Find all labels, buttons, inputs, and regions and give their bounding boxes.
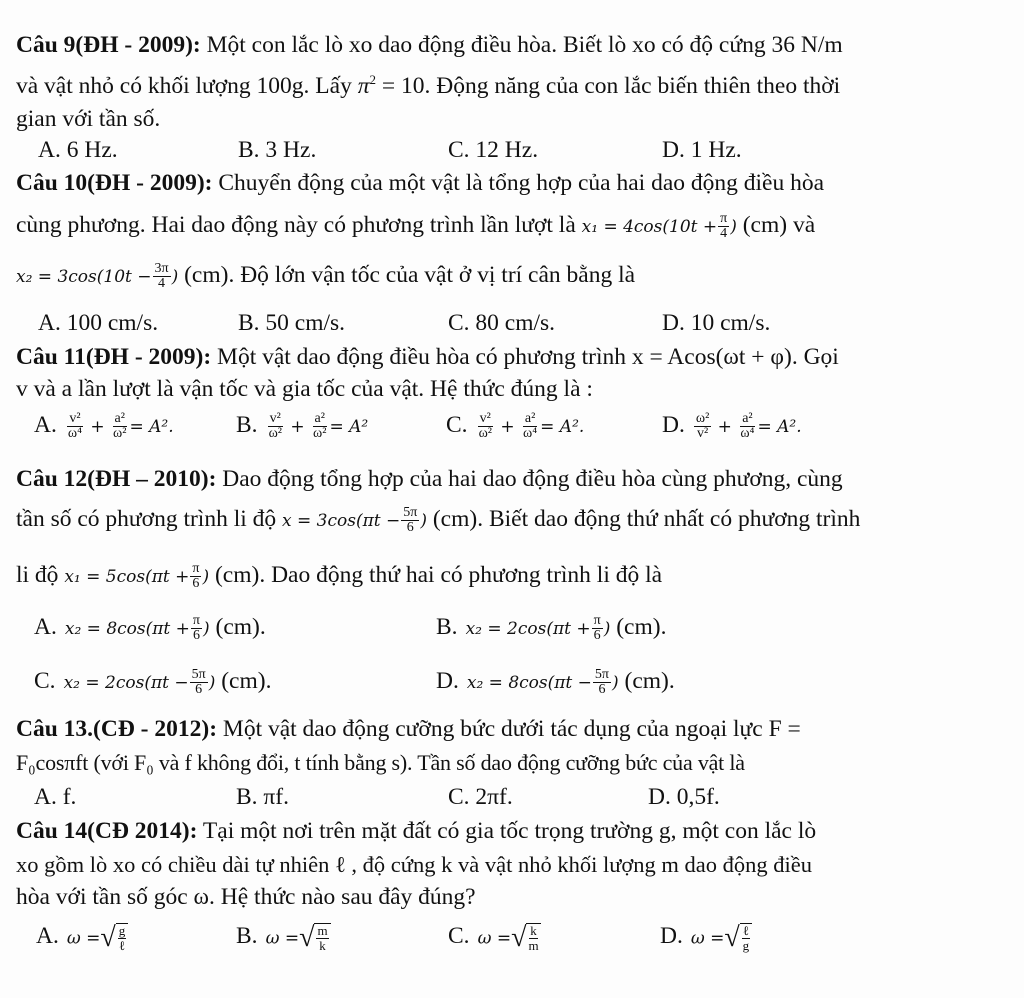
- q12-eq1-fraction: [190, 562, 201, 591]
- q11-c-n2: a²: [524, 411, 536, 427]
- q9-line-2: [16, 72, 840, 100]
- q9-option-a: A. 6 Hz.: [38, 137, 118, 163]
- q11-d-frac-2: [738, 412, 756, 441]
- q11-a-frac-1: [66, 412, 84, 441]
- q10-text-2b: (cm) và: [736, 212, 816, 238]
- q12-option-c-key: C.: [34, 668, 56, 694]
- q12-line-1: [16, 466, 843, 493]
- q14-option-b: [236, 922, 331, 954]
- q14-c-num: k: [530, 923, 537, 938]
- q11-option-d: D. $\frac{\text{ω²}}{\text{v²}}$ + $\frac{\text{a²}}{\text{ω⁴}}$ = A².: [662, 411, 802, 442]
- q14-a-sqrt: √ g ℓ: [100, 922, 128, 954]
- q9-pi: π: [357, 72, 370, 99]
- q12-d-close: ): [611, 673, 619, 693]
- q10-text-3: (cm). Độ lớn vận tốc của vật ở vị trí cân bằng là: [178, 262, 636, 288]
- q13-text-1: Một vật dao động cưỡng bức dưới tác dụng của ngoại lực F =: [222, 716, 801, 742]
- q14-d-lhs: ω =: [690, 928, 725, 949]
- q9-text-2b: = 10. Động năng của con lắc biến thiên theo thời: [375, 72, 841, 99]
- q9-sup: 2: [369, 72, 376, 87]
- q14-option-a-key: A.: [36, 923, 59, 950]
- q14-text-1: Tại một nơi trên mặt đất có gia tốc trọng trường g, một con lắc lò: [202, 818, 817, 844]
- q12-option-d-key: D.: [436, 668, 459, 694]
- q10-eq1-fraction: [718, 212, 729, 241]
- q11-c-n1: v²: [479, 411, 491, 427]
- q12-line-3: [16, 562, 662, 591]
- q10-eq1-close: ): [730, 217, 737, 237]
- q14-option-d-key: D.: [660, 923, 683, 950]
- q10-eq2-num: 3π: [154, 261, 169, 277]
- q12-a-frac: [191, 614, 202, 643]
- q13-heading: Câu 13.(CĐ - 2012):: [16, 716, 218, 742]
- q13-text-2: F₀cosπft (với F₀ và f không đổi, t tính bằng s). Tần số dao động cưỡng bức của vật là: [16, 750, 745, 775]
- q11-c-frac-1: [477, 412, 494, 441]
- q11-option-a-key: A.: [34, 412, 57, 438]
- q10-option-a: A. 100 cm/s.: [38, 310, 159, 336]
- q14-b-lhs: ω =: [265, 928, 300, 949]
- q11-text-2: v và a lần lượt là vận tốc và gia tốc của vật. Hệ thức đúng là :: [16, 376, 593, 402]
- q12-line-2: [16, 506, 860, 535]
- q9-text-2a: và vật nhỏ có khối lượng 100g. Lấy: [16, 72, 358, 99]
- q14-text-2: xo gồm lò xo có chiều dài tự nhiên ℓ , độ cứng k và vật nhỏ khối lượng m dao động điều: [16, 852, 813, 877]
- q14-b-num: m: [317, 923, 328, 938]
- q11-option-c: C. $\frac{\text{v²}}{\text{ω²}}$ + $\frac{\text{a²}}{\text{ω⁴}}$ = A².: [446, 411, 585, 442]
- q12-a-num: π: [192, 613, 200, 629]
- q12-a-unit: (cm).: [209, 614, 266, 640]
- q14-c-lhs: ω =: [477, 928, 512, 949]
- q12-text-2b: (cm). Biết dao động thứ nhất có phương trình: [426, 506, 861, 532]
- q11-heading: Câu 11(ĐH - 2009):: [16, 344, 212, 370]
- q12-text-1: Dao động tổng hợp của hai dao động điều hòa cùng phương, cùng: [222, 466, 843, 492]
- q10-text-2a: cùng phương. Hai dao động này có phương trình lần lượt là: [16, 212, 582, 238]
- q9-line-1: [16, 32, 843, 59]
- q14-d-den: g: [742, 938, 750, 953]
- q14-option-b-key: B.: [236, 923, 258, 950]
- q12-eq-close: ): [420, 511, 427, 531]
- q12-b-den: 6: [593, 628, 601, 644]
- q10-eq2: x₂ = 3cos(10t −: [16, 267, 152, 287]
- q11-option-a: A. $\frac{\text{v²}}{\text{ω⁴}}$ + $\frac{\text{a²}}{\text{ω²}}$ = A².: [34, 411, 174, 442]
- q12-eq1: x₁ = 5cos(πt +: [64, 567, 190, 587]
- q12-heading: Câu 12(ĐH – 2010):: [16, 466, 217, 492]
- q10-option-b: B. 50 cm/s.: [238, 310, 346, 336]
- q14-d-sqrt: √ ℓ g: [724, 922, 752, 954]
- q11-c-frac-2: [521, 412, 539, 441]
- q11-option-b-key: B.: [236, 412, 258, 438]
- q11-d-d1: v²: [696, 426, 709, 442]
- q13-option-b: B. πf.: [236, 784, 289, 810]
- q12-eq: x = 3cos(πt −: [282, 511, 401, 531]
- q11-b-n2: a²: [314, 411, 325, 427]
- q10-eq2-close: ): [171, 267, 179, 287]
- q12-d-frac: [593, 668, 611, 697]
- q11-a-n1: v²: [69, 411, 81, 427]
- q12-d-eq: x₂ = 8cos(πt −: [466, 673, 592, 693]
- q9-text-1: Một con lắc lò xo dao động điều hòa. Biết lò xo có độ cứng 36 N/m: [206, 32, 843, 58]
- q12-eq1-num: π: [192, 561, 200, 577]
- q12-c-close: ): [208, 673, 216, 693]
- q11-a-n2: a²: [114, 411, 125, 427]
- q11-b-rhs: = A²: [329, 417, 369, 437]
- q14-heading: Câu 14(CĐ 2014):: [16, 818, 198, 844]
- q9-option-b: B. 3 Hz.: [238, 137, 317, 163]
- q10-heading: Câu 10(ĐH - 2009):: [16, 170, 213, 196]
- q9-heading: Câu 9(ĐH - 2009):: [16, 32, 201, 58]
- q13-option-a: A. f.: [34, 784, 77, 810]
- q14-a-den: ℓ: [118, 938, 126, 953]
- q12-eq-num: 5π: [403, 505, 418, 521]
- q14-b-den: k: [319, 938, 326, 953]
- q12-d-num: 5π: [594, 667, 609, 683]
- q14-d-num: ℓ: [742, 923, 749, 938]
- q12-b-eq: x₂ = 2cos(πt +: [465, 619, 591, 639]
- q11-c-d1: ω²: [478, 426, 492, 442]
- q12-eq1-close: ): [202, 567, 210, 587]
- q11-a-d2: ω²: [113, 426, 127, 442]
- q12-d-unit: (cm).: [618, 668, 675, 694]
- q11-c-d2: ω⁴: [523, 426, 538, 442]
- q14-a-num: g: [118, 923, 126, 938]
- q10-line-3: [16, 262, 635, 291]
- q11-d-rhs: = A².: [757, 417, 802, 437]
- q12-a-den: 6: [192, 628, 200, 644]
- q12-b-num: π: [593, 613, 601, 629]
- q12-c-frac: [190, 668, 208, 697]
- q11-option-b: B. $\frac{\text{v²}}{\text{ω²}}$ + $\frac{\text{a²}}{\text{ω²}}$ = A²: [236, 411, 369, 442]
- q12-c-eq: x₂ = 2cos(πt −: [63, 673, 189, 693]
- q12-c-unit: (cm).: [215, 668, 272, 694]
- q14-option-c-key: C.: [448, 923, 470, 950]
- q12-a-eq: x₂ = 8cos(πt +: [64, 619, 190, 639]
- q11-a-frac-2: [111, 412, 128, 441]
- q12-b-unit: (cm).: [610, 614, 667, 640]
- q12-a-close: ): [202, 619, 210, 639]
- q11-d-frac-1: [694, 412, 711, 441]
- q12-text-3a: li độ: [16, 562, 65, 588]
- q12-option-d: [436, 668, 675, 697]
- q12-option-a: [34, 614, 266, 643]
- q14-line-1: [16, 818, 816, 845]
- q12-b-frac: [592, 614, 603, 643]
- q11-d-n2: a²: [742, 411, 753, 427]
- q13-option-d: D. 0,5f.: [648, 784, 720, 810]
- q10-eq1-den: 4: [720, 226, 728, 242]
- q11-b-d1: ω²: [268, 426, 282, 442]
- q13-line-1: [16, 716, 801, 743]
- q10-line-2: [16, 212, 815, 241]
- q12-option-a-key: A.: [34, 614, 57, 640]
- q14-b-sqrt: √ $\frac{m}{k}$: [299, 922, 331, 954]
- q14-option-d: [660, 922, 752, 954]
- q10-text-1: Chuyển động của một vật là tổng hợp của hai dao động điều hòa: [218, 170, 825, 196]
- q10-eq1: x₁ = 4cos(10t +: [581, 217, 718, 237]
- q12-c-num: 5π: [191, 667, 206, 683]
- q12-text-2a: tần số có phương trình li độ: [16, 506, 283, 532]
- q10-eq2-den: 4: [158, 276, 166, 292]
- q11-d-n1: ω²: [695, 411, 710, 427]
- q9-text-3: gian với tần số.: [16, 106, 161, 132]
- q11-option-c-key: C.: [446, 412, 468, 438]
- q12-eq1-den: 6: [192, 576, 200, 592]
- q14-option-a: [36, 922, 128, 954]
- q10-eq1-num: π: [720, 211, 728, 227]
- q14-text-3: hòa với tần số góc ω. Hệ thức nào sau đây đúng?: [16, 884, 476, 910]
- q10-option-c: C. 80 cm/s.: [448, 310, 556, 336]
- q11-a-rhs: = A².: [129, 417, 174, 437]
- q10-option-d: D. 10 cm/s.: [662, 310, 771, 336]
- q10-line-1: [16, 170, 824, 197]
- q12-eq-fraction: [401, 506, 419, 535]
- q12-option-c: [34, 668, 271, 697]
- q12-b-close: ): [603, 619, 611, 639]
- q11-option-d-key: D.: [662, 412, 685, 438]
- q11-b-frac-2: [311, 412, 328, 441]
- q14-option-c: [448, 922, 541, 954]
- q13-option-c: C. 2πf.: [448, 784, 513, 810]
- q12-eq-den: 6: [406, 520, 414, 536]
- q10-eq2-fraction: [153, 262, 171, 291]
- q11-c-rhs: = A².: [540, 417, 585, 437]
- q14-c-sqrt: √ $\frac{k}{m}$: [511, 922, 539, 953]
- q11-b-n1: v²: [269, 411, 281, 427]
- q11-d-d2: ω⁴: [740, 426, 755, 442]
- q12-text-3b: (cm). Dao động thứ hai có phương trình li độ là: [209, 562, 663, 588]
- q11-line-1: [16, 344, 839, 371]
- q12-d-den: 6: [598, 682, 606, 698]
- q11-a-d1: ω⁴: [67, 426, 82, 442]
- q12-option-b-key: B.: [436, 614, 458, 640]
- q14-c-den: m: [528, 938, 539, 953]
- q11-text-1: Một vật dao động điều hòa có phương trình x = Acos(ωt + φ). Gọi: [217, 344, 839, 370]
- q14-a-lhs: ω =: [66, 928, 101, 949]
- q11-b-d2: ω²: [313, 426, 327, 442]
- q12-c-den: 6: [195, 682, 203, 698]
- q9-option-c: C. 12 Hz.: [448, 137, 539, 163]
- q9-option-d: D. 1 Hz.: [662, 137, 742, 163]
- q12-option-b: [436, 614, 666, 643]
- q11-b-frac-1: [267, 412, 284, 441]
